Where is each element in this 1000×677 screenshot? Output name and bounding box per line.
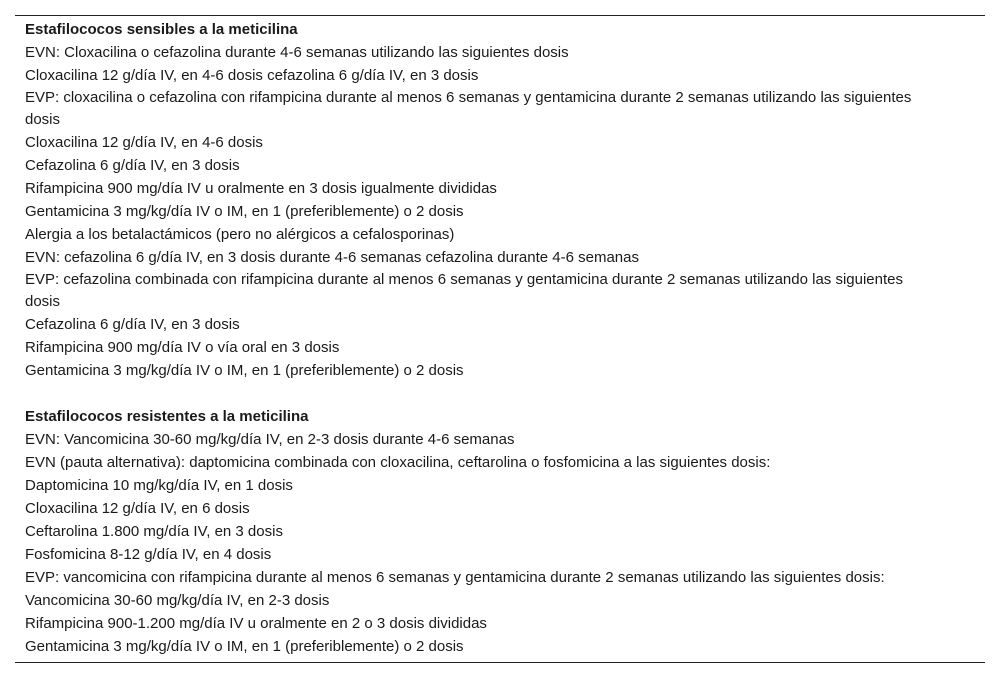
table-content	[15, 16, 985, 662]
table-row: EVN: Vancomicina 30-60 mg/kg/día IV, en 2-3 dosis durante 4-6 semanas	[25, 431, 515, 448]
dosing-table	[15, 15, 985, 663]
table-row: EVN (pauta alternativa): daptomicina combinada con cloxacilina, ceftarolina o fosfomicina a las siguientes dosis:	[25, 454, 771, 471]
section-heading-msse: Estafilococos sensibles a la meticilina	[25, 21, 298, 38]
table-row: EVP: vancomicina con rifampicina durante al menos 6 semanas y gentamicina durante 2 semanas utilizando las siguientes dosis:	[25, 569, 885, 586]
table-row: Gentamicina 3 mg/kg/día IV o IM, en 1 (preferiblemente) o 2 dosis	[25, 362, 464, 379]
table-row: Cloxacilina 12 g/día IV, en 6 dosis	[25, 500, 250, 517]
table-row: Cloxacilina 12 g/día IV, en 4-6 dosis cefazolina 6 g/día IV, en 3 dosis	[25, 67, 479, 84]
table-row: EVP: cefazolina combinada con rifampicina durante al menos 6 semanas y gentamicina durante 2 semanas utilizando las siguientes dosis	[25, 271, 903, 310]
table-row: Rifampicina 900 mg/día IV u oralmente en 3 dosis igualmente divididas	[25, 180, 497, 197]
table-row: Gentamicina 3 mg/kg/día IV o IM, en 1 (preferiblemente) o 2 dosis	[25, 203, 464, 220]
table-row: Cefazolina 6 g/día IV, en 3 dosis	[25, 157, 240, 174]
table-row: EVN: cefazolina 6 g/día IV, en 3 dosis durante 4-6 semanas cefazolina durante 4-6 semanas	[25, 249, 639, 266]
table-row: Rifampicina 900 mg/día IV o vía oral en 3 dosis	[25, 339, 340, 356]
table-row: Gentamicina 3 mg/kg/día IV o IM, en 1 (preferiblemente) o 2 dosis	[25, 638, 464, 655]
table-row: Fosfomicina 8-12 g/día IV, en 4 dosis	[25, 546, 272, 563]
section-heading-mrse: Estafilococos resistentes a la meticilina	[25, 408, 309, 425]
table-row: EVN: Cloxacilina o cefazolina durante 4-6 semanas utilizando las siguientes dosis	[25, 44, 569, 61]
table-row: EVP: cloxacilina o cefazolina con rifampicina durante al menos 6 semanas y gentamicina durante 2 semanas utilizando las siguientes dosis	[25, 89, 912, 128]
table-row: Daptomicina 10 mg/kg/día IV, en 1 dosis	[25, 477, 293, 494]
table-row: Alergia a los betalactámicos (pero no alérgicos a cefalosporinas)	[25, 226, 455, 243]
section-spacer	[25, 382, 985, 405]
table-row: Ceftarolina 1.800 mg/día IV, en 3 dosis	[25, 523, 283, 540]
table-row: Cefazolina 6 g/día IV, en 3 dosis	[25, 316, 240, 333]
table-row: Rifampicina 900-1.200 mg/día IV u oralmente en 2 o 3 dosis divididas	[25, 615, 487, 632]
table-row: Vancomicina 30-60 mg/kg/día IV, en 2-3 dosis	[25, 592, 330, 609]
table-row: Cloxacilina 12 g/día IV, en 4-6 dosis	[25, 134, 263, 151]
